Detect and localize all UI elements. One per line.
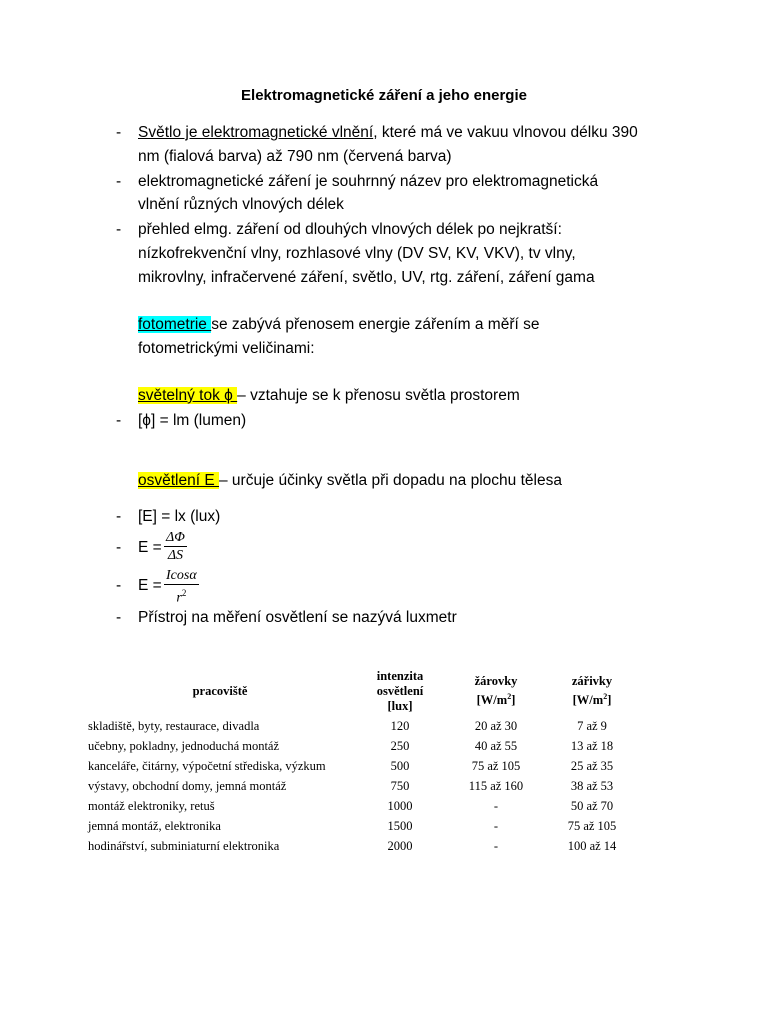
table-row bbox=[88, 776, 640, 796]
formula-denominator: ΔS bbox=[167, 548, 184, 563]
list-item-emr-cont: vlnění různých vlnových délek bbox=[138, 196, 344, 213]
list-dash: - bbox=[116, 412, 122, 429]
cell-lamps: 13 až 18 bbox=[570, 739, 614, 753]
formula-denominator bbox=[164, 585, 199, 607]
document-title: Elektromagnetické záření a jeho energie bbox=[241, 87, 527, 104]
table-header-row bbox=[88, 666, 640, 716]
table-row bbox=[88, 736, 640, 756]
list-dash: - bbox=[116, 508, 122, 525]
table-row bbox=[88, 716, 640, 736]
list-dash: - bbox=[116, 124, 122, 141]
photometry-term: fotometrie bbox=[138, 316, 212, 333]
cell-workplace: montáž elektroniky, retuš bbox=[88, 799, 215, 813]
cell-workplace: hodinářství, subminiaturní elektronika bbox=[88, 839, 280, 853]
cell-bulbs: - bbox=[493, 799, 499, 813]
cell-intensity: 250 bbox=[390, 739, 410, 753]
header-unit: $[W/m^2]$ bbox=[476, 691, 516, 708]
cell-lamps: 75 až 105 bbox=[567, 819, 617, 833]
list-item-light bbox=[138, 121, 638, 145]
table-row bbox=[88, 796, 640, 816]
formula-base: r bbox=[176, 590, 182, 606]
luminous-flux-paragraph bbox=[138, 384, 520, 408]
cell-intensity: 2000 bbox=[387, 839, 413, 853]
illuminance-term: osvětlení E bbox=[138, 472, 219, 489]
luxmeter-note: Přístroj na měření osvětlení se nazývá luxmetr bbox=[138, 609, 457, 626]
list-dash: - bbox=[116, 173, 122, 190]
list-dash: - bbox=[116, 221, 122, 238]
list-dash: - bbox=[116, 609, 122, 626]
cell-lamps: 50 až 70 bbox=[570, 799, 614, 813]
photometry-paragraph-cont: fotometrickými veličinami: bbox=[138, 340, 315, 357]
cell-workplace: kanceláře, čitárny, výpočetní střediska, výzkum bbox=[88, 759, 326, 773]
list-item-light-cont: nm (fialová barva) až 790 nm (červená barva) bbox=[138, 148, 452, 165]
luminous-flux-term: světelný tok ϕ bbox=[138, 387, 238, 404]
header-bulbs bbox=[448, 666, 544, 716]
cell-intensity: 120 bbox=[390, 719, 410, 733]
formula-fraction bbox=[164, 529, 187, 564]
photometry-paragraph bbox=[138, 313, 539, 337]
cell-lamps: 100 až 14 bbox=[567, 839, 617, 853]
table-row bbox=[88, 816, 640, 836]
illuminance-paragraph bbox=[138, 469, 562, 493]
photometry-text: se zabývá přenosem energie zářením a měří se bbox=[211, 316, 540, 333]
list-item-spectrum-cont: nízkofrekvenční vlny, rozhlasové vlny (DV SV, KV, VKV), tv vlny, bbox=[138, 245, 576, 262]
illuminance-table bbox=[88, 666, 640, 856]
header-lamps-label: zářivky bbox=[571, 673, 613, 688]
illuminance-unit: [E] = lx (lux) bbox=[138, 508, 221, 525]
cell-lamps: 38 až 53 bbox=[570, 779, 614, 793]
list-dash: - bbox=[116, 539, 122, 556]
light-definition-text: , které má ve vakuu vlnovou délku 390 bbox=[373, 124, 638, 141]
header-intensity-line: [lux] bbox=[387, 698, 413, 713]
formula-exponent: 2 bbox=[181, 588, 187, 598]
list-dash: - bbox=[116, 577, 122, 594]
cell-intensity: 750 bbox=[390, 779, 410, 793]
formula-numerator: Icosα bbox=[166, 568, 197, 583]
luminous-flux-text: – vztahuje se k přenosu světla prostorem bbox=[237, 387, 520, 404]
cell-workplace: učebny, pokladny, jednoduchá montáž bbox=[88, 739, 280, 753]
cell-intensity: 1500 bbox=[387, 819, 413, 833]
header-intensity-line: osvětlení bbox=[376, 683, 424, 698]
cell-workplace: skladiště, byty, restaurace, divadla bbox=[88, 719, 260, 733]
header-intensity-line: intenzita bbox=[376, 668, 424, 683]
formula-lhs: E = bbox=[138, 577, 162, 594]
cell-bulbs: - bbox=[493, 839, 499, 853]
header-intensity bbox=[352, 666, 448, 716]
cell-intensity: 1000 bbox=[387, 799, 413, 813]
list-item-spectrum: přehled elmg. záření od dlouhých vlnových délek po nejkratší: bbox=[138, 221, 562, 238]
cell-bulbs: - bbox=[493, 819, 499, 833]
header-bulbs-label: žárovky bbox=[474, 673, 518, 688]
cell-workplace: jemná montáž, elektronika bbox=[88, 819, 221, 833]
table-row bbox=[88, 756, 640, 776]
formula-lhs: E = bbox=[138, 539, 162, 556]
illuminance-text: – určuje účinky světla při dopadu na plochu tělesa bbox=[219, 472, 562, 489]
formula-numerator: ΔΦ bbox=[166, 530, 185, 545]
cell-workplace: výstavy, obchodní domy, jemná montáž bbox=[88, 779, 287, 793]
cell-bulbs: 115 až 160 bbox=[468, 779, 524, 793]
cell-lamps: 7 až 9 bbox=[577, 719, 607, 733]
list-item-spectrum-cont: mikrovlny, infračervené záření, světlo, UV, rtg. záření, záření gama bbox=[138, 269, 595, 286]
light-definition-term: Světlo je elektromagnetické vlnění bbox=[138, 124, 374, 141]
header-workplace: pracoviště bbox=[192, 683, 248, 698]
table-row bbox=[88, 836, 640, 856]
cell-intensity: 500 bbox=[390, 759, 410, 773]
cell-lamps: 25 až 35 bbox=[570, 759, 614, 773]
list-item-emr: elektromagnetické záření je souhrnný název pro elektromagnetická bbox=[138, 173, 599, 190]
luminous-flux-unit: [ϕ] = lm (lumen) bbox=[138, 412, 247, 429]
cell-bulbs: 75 až 105 bbox=[471, 759, 521, 773]
cell-bulbs: 40 až 55 bbox=[474, 739, 518, 753]
cell-bulbs: 20 až 30 bbox=[474, 719, 518, 733]
header-lamps bbox=[544, 666, 640, 716]
header-unit: $[W/m^2]$ bbox=[572, 691, 612, 708]
formula-fraction bbox=[164, 567, 199, 607]
